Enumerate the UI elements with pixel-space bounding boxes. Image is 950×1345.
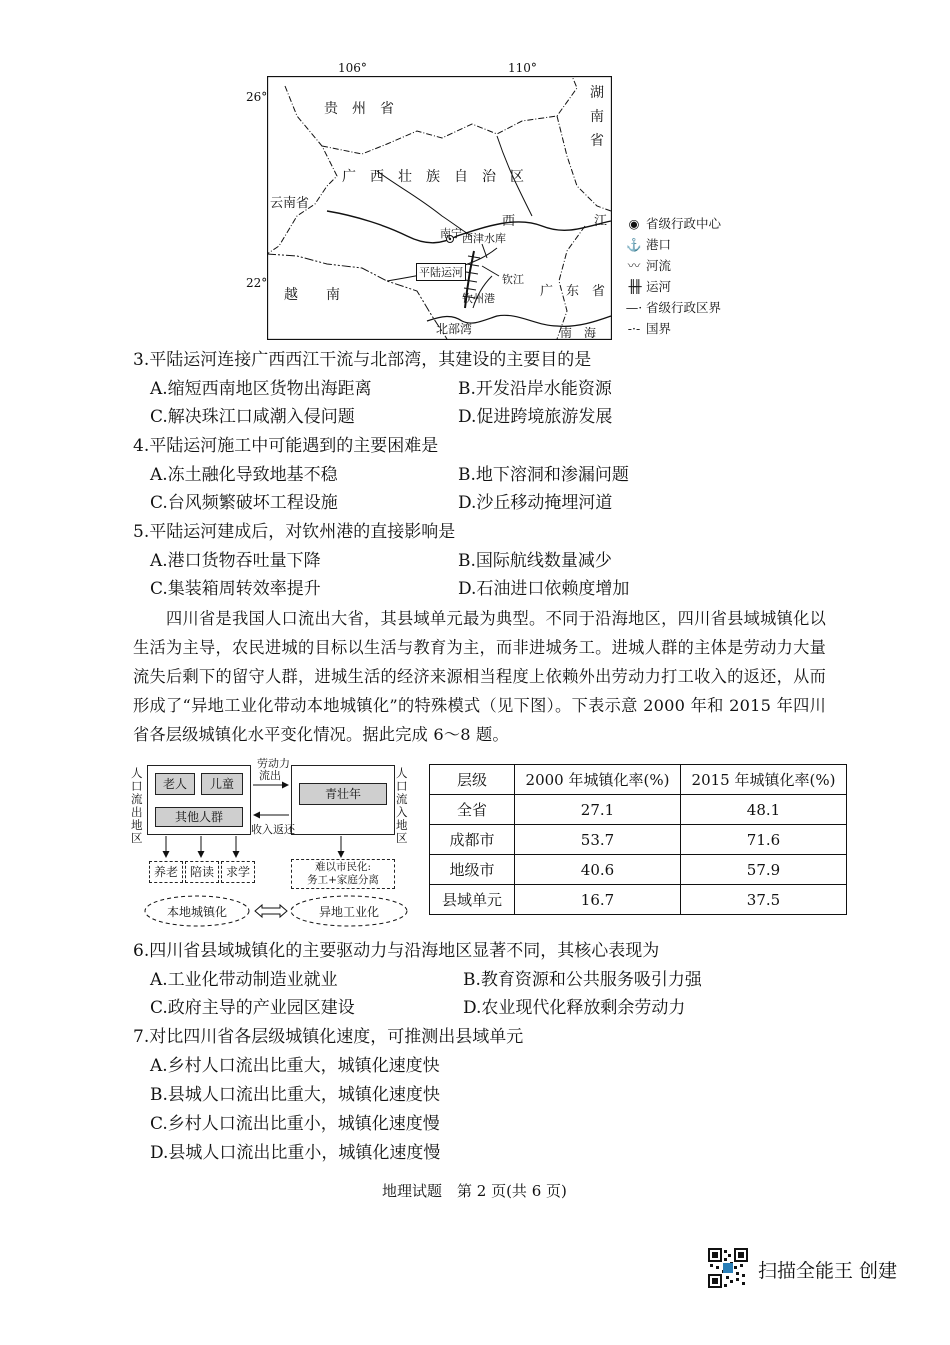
q5-option-b[interactable]: B.国际航线数量减少: [458, 551, 612, 571]
legend-province-border: —· 省级行政区界: [622, 298, 762, 319]
urbanization-table: [429, 764, 847, 915]
capital-icon: ◉: [628, 216, 640, 231]
guizhou-label: 贵 州 省: [324, 101, 394, 117]
anchor-icon: ⚓: [626, 237, 642, 252]
table-cell: 57.9: [681, 855, 847, 885]
elder-care-box: 养老: [149, 861, 183, 883]
lat-label-22: 22°: [246, 276, 268, 290]
table-cell: 成都市: [430, 825, 515, 855]
pinglu-label: 平陆运河: [416, 263, 466, 281]
q3-stem: 3.平陆运河连接广西西江干流与北部湾，其建设的主要目的是: [133, 350, 592, 370]
table-cell: 县域单元: [430, 885, 515, 915]
map-figure: [240, 58, 760, 348]
hunan-label-2: 南: [590, 109, 604, 125]
table-cell: 全省: [430, 795, 515, 825]
labor-out-label-2: 流出: [259, 769, 281, 782]
remote-industrialization-label: 异地工业化: [319, 905, 380, 919]
q4-option-b[interactable]: B.地下溶洞和渗漏问题: [458, 465, 629, 485]
q6-stem: 6.四川省县域城镇化的主要驱动力与沿海地区显著不同，其核心表现为: [133, 941, 660, 961]
elderly-box: 老人: [155, 773, 195, 795]
hard-line-2: 务工+家庭分离: [307, 874, 379, 886]
q3-option-c[interactable]: C.解决珠江口咸潮入侵问题: [150, 407, 355, 427]
lat-label-26: 26°: [246, 90, 268, 104]
jiang-label: 江: [594, 214, 608, 229]
urbanization-diagram: [131, 753, 416, 933]
hunan-label-1: 湖: [590, 85, 604, 101]
q7-option-d[interactable]: D.县城人口流出比重小，城镇化速度慢: [150, 1143, 441, 1163]
yunnan-label: 云南省: [270, 196, 310, 211]
outflow-region-label: 人口流出地区: [131, 766, 143, 845]
scanner-watermark: [708, 1248, 918, 1288]
table-row: [430, 885, 847, 915]
xijin-label: 西津水库: [462, 232, 506, 245]
q4-option-a[interactable]: A.冻土融化导致地基不稳: [150, 465, 338, 485]
guangxi-label: 广 西 壮 族 自 治 区: [342, 169, 524, 185]
nanhai-label: 南 海: [560, 326, 597, 340]
river-icon: 〰: [627, 258, 641, 273]
q6-option-c[interactable]: C.政府主导的产业园区建设: [150, 998, 355, 1018]
table-header: 层级: [430, 765, 515, 795]
youth-box: 青壮年: [299, 783, 387, 805]
table-header: 2015 年城镇化率(%): [681, 765, 847, 795]
q7-option-c[interactable]: C.乡村人口流出比重小，城镇化速度慢: [150, 1114, 440, 1134]
q4-option-d[interactable]: D.沙丘移动掩埋河道: [458, 493, 613, 513]
q7-option-b[interactable]: B.县城人口流出比重大，城镇化速度快: [150, 1085, 440, 1105]
study-box: 求学: [221, 861, 255, 883]
accompany-box: 陪读: [185, 861, 219, 883]
q5-option-c[interactable]: C.集装箱周转效率提升: [150, 579, 321, 599]
table-header: 2000 年城镇化率(%): [515, 765, 681, 795]
table-row: [430, 795, 847, 825]
table-header-row: [430, 765, 847, 795]
province-border-icon: —·: [625, 300, 643, 315]
q7-stem: 7.对比四川省各层级城镇化速度，可推测出县域单元: [133, 1027, 524, 1047]
xi-label: 西: [502, 214, 516, 229]
sichuan-passage: 四川省是我国人口流出大省，其县域单元最为典型。不同于沿海地区，四川省县域城镇化以生活为主导，农民进城的目标以生活与教育为主，而非进城务工。进城人群的主体是劳动力大量流失后剩下的留守人群，进城生活的经济来源相当程度上依赖外出劳动力打工收入的返还，从而形成了“异地工业化带动本地城镇化”的特殊模式（见下图）。下表示意 2000 年和 2015 年四川省各层级城镇化水平变化情况。据此完成 6～8 题。: [133, 609, 826, 744]
guangdong-label: 广 东 省: [540, 284, 606, 299]
inflow-region-label: 人口流入地区: [396, 766, 408, 845]
children-box: 儿童: [201, 773, 243, 795]
q6-option-a[interactable]: A.工业化带动制造业就业: [150, 970, 338, 990]
nanning-label: 南宁: [440, 227, 462, 240]
qinjiang-label: 钦江: [502, 273, 524, 286]
hunan-label-3: 省: [590, 133, 604, 149]
legend-canal: ╫╫ 运河: [622, 277, 762, 298]
q3-option-d[interactable]: D.促进跨境旅游发展: [458, 407, 613, 427]
table-cell: 37.5: [681, 885, 847, 915]
local-urbanization-label: 本地城镇化: [167, 905, 228, 919]
qinzhou-label: 钦州港: [462, 292, 495, 305]
q3-option-a[interactable]: A.缩短西南地区货物出海距离: [150, 379, 372, 399]
table-cell: 16.7: [515, 885, 681, 915]
table-cell: 地级市: [430, 855, 515, 885]
beibu-label: 北部湾: [436, 322, 473, 336]
legend-capital: ◉ 省级行政中心: [622, 214, 762, 235]
lon-label-106: 106°: [338, 61, 367, 75]
q6-option-b[interactable]: B.教育资源和公共服务吸引力强: [463, 970, 702, 990]
q5-stem: 5.平陆运河建成后，对钦州港的直接影响是: [133, 522, 456, 542]
table-cell: 27.1: [515, 795, 681, 825]
table-row: [430, 855, 847, 885]
q5-option-d[interactable]: D.石油进口依赖度增加: [458, 579, 630, 599]
table-cell: 71.6: [681, 825, 847, 855]
income-return-label: 收入返还: [251, 823, 295, 836]
lon-label-110: 110°: [508, 61, 537, 75]
vietnam-label: 越 南: [284, 287, 340, 303]
q3-option-b[interactable]: B.开发沿岸水能资源: [458, 379, 612, 399]
national-border-icon: -·-: [627, 321, 641, 336]
q4-stem: 4.平陆运河施工中可能遇到的主要困难是: [133, 436, 439, 456]
canal-icon: ╫╫: [628, 279, 640, 294]
q6-option-d[interactable]: D.农业现代化释放剩余劳动力: [463, 998, 686, 1018]
others-box: 其他人群: [155, 807, 243, 827]
table-cell: 53.7: [515, 825, 681, 855]
watermark-text: 扫描全能王 创建: [758, 1260, 898, 1282]
qr-code-icon: [708, 1248, 748, 1288]
hard-to-urbanize-box: [291, 859, 395, 889]
legend-port: ⚓ 港口: [622, 235, 762, 256]
page-footer: 地理试题 第 2 页(共 6 页): [382, 1182, 567, 1200]
q4-option-c[interactable]: C.台风频繁破坏工程设施: [150, 493, 338, 513]
map-legend: [622, 214, 762, 340]
table-row: [430, 825, 847, 855]
table-cell: 48.1: [681, 795, 847, 825]
q7-option-a[interactable]: A.乡村人口流出比重大，城镇化速度快: [150, 1056, 440, 1076]
labor-out-label-1: 劳动力: [257, 757, 290, 770]
hard-line-1: 难以市民化:: [314, 861, 372, 873]
legend-river: 〰 河流: [622, 256, 762, 277]
q5-option-a[interactable]: A.港口货物吞吐量下降: [150, 551, 321, 571]
legend-national-border: -·- 国界: [622, 319, 762, 340]
table-cell: 40.6: [515, 855, 681, 885]
